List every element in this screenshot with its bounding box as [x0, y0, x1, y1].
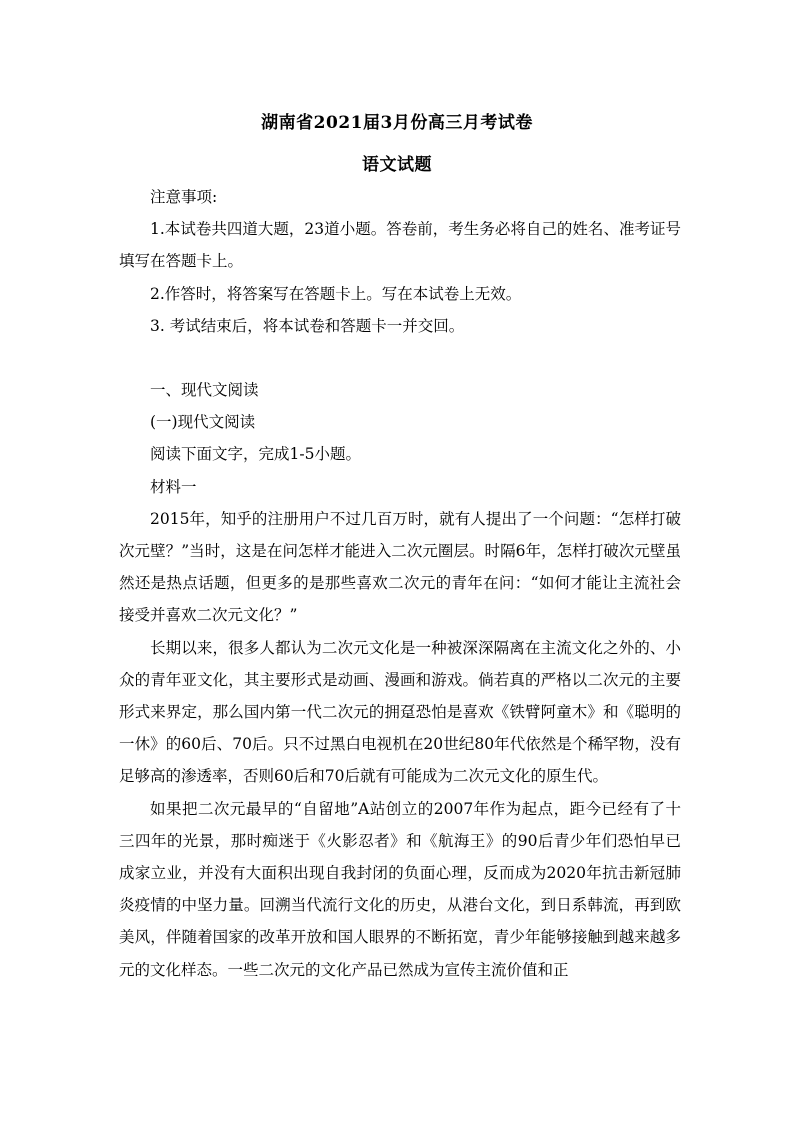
notice-item-3: 3. 考试结束后，将本试卷和答题卡一并交回。: [150, 316, 465, 335]
exam-subtitle: 语文试题: [362, 155, 432, 175]
exam-title: 湖南省2021届3月份高三月考试卷: [261, 113, 533, 133]
notice-item-1: 1.本试卷共四道大题，23道小题。答卷前，考生务必将自己的姓名、准考证号填写在答题卡上。: [119, 220, 681, 271]
exam-content: [119, 181, 681, 986]
notice-item-2: 2.作答时，将答案写在答题卡上。写在本试卷上无效。: [150, 284, 522, 303]
material-label: 材料一: [150, 477, 197, 496]
reading-instruction: 阅读下面文字，完成1-5小题。: [150, 445, 361, 464]
section-heading: 一、现代文阅读: [150, 381, 259, 400]
section-spacer: [119, 342, 681, 374]
material-paragraph-1: 2015年，知乎的注册用户不过几百万时，就有人提出了一个问题：“怎样打破次元壁？”当时，这是在问怎样才能进入二次元圈层。时隔6年，怎样打破次元壁虽然还是热点话题，但更多的是那些喜欢二次元的青年在问：“如何才能让主流社会接受并喜欢二次元文化？”: [119, 509, 681, 625]
material-paragraph-3: 如果把二次元最早的“自留地”A站创立的2007年作为起点，距今已经有了十三四年的光景，那时痴迷于《火影忍者》和《航海王》的90后青少年们恐怕早已成家立业，并没有大面积出现自我封闭的负面心理，反而成为2020年抗击新冠肺炎疫情的中坚力量。回溯当代流行文化的历史，从港台文化，到日系韩流，再到欧美风，伴随着国家的改革开放和国人眼界的不断拓宽，青少年能够接触到越来越多元的文化样态。一些二次元的文化产品已然成为宣传主流价值和正: [119, 799, 681, 979]
material-paragraph-2: 长期以来，很多人都认为二次元文化是一种被深深隔离在主流文化之外的、小众的青年亚文化，其主要形式是动画、漫画和游戏。倘若真的严格以二次元的主要形式来界定，那么国内第一代二次元的拥趸恐怕是喜欢《铁臂阿童木》和《聪明的一休》的60后、70后。只不过黑白电视机在20世纪80年代依然是个稀罕物，没有足够高的渗透率，否则60后和70后就有可能成为二次元文化的原生代。: [119, 638, 681, 786]
subsection-heading: (一)现代文阅读: [150, 413, 256, 432]
notice-heading: 注意事项:: [150, 188, 218, 206]
